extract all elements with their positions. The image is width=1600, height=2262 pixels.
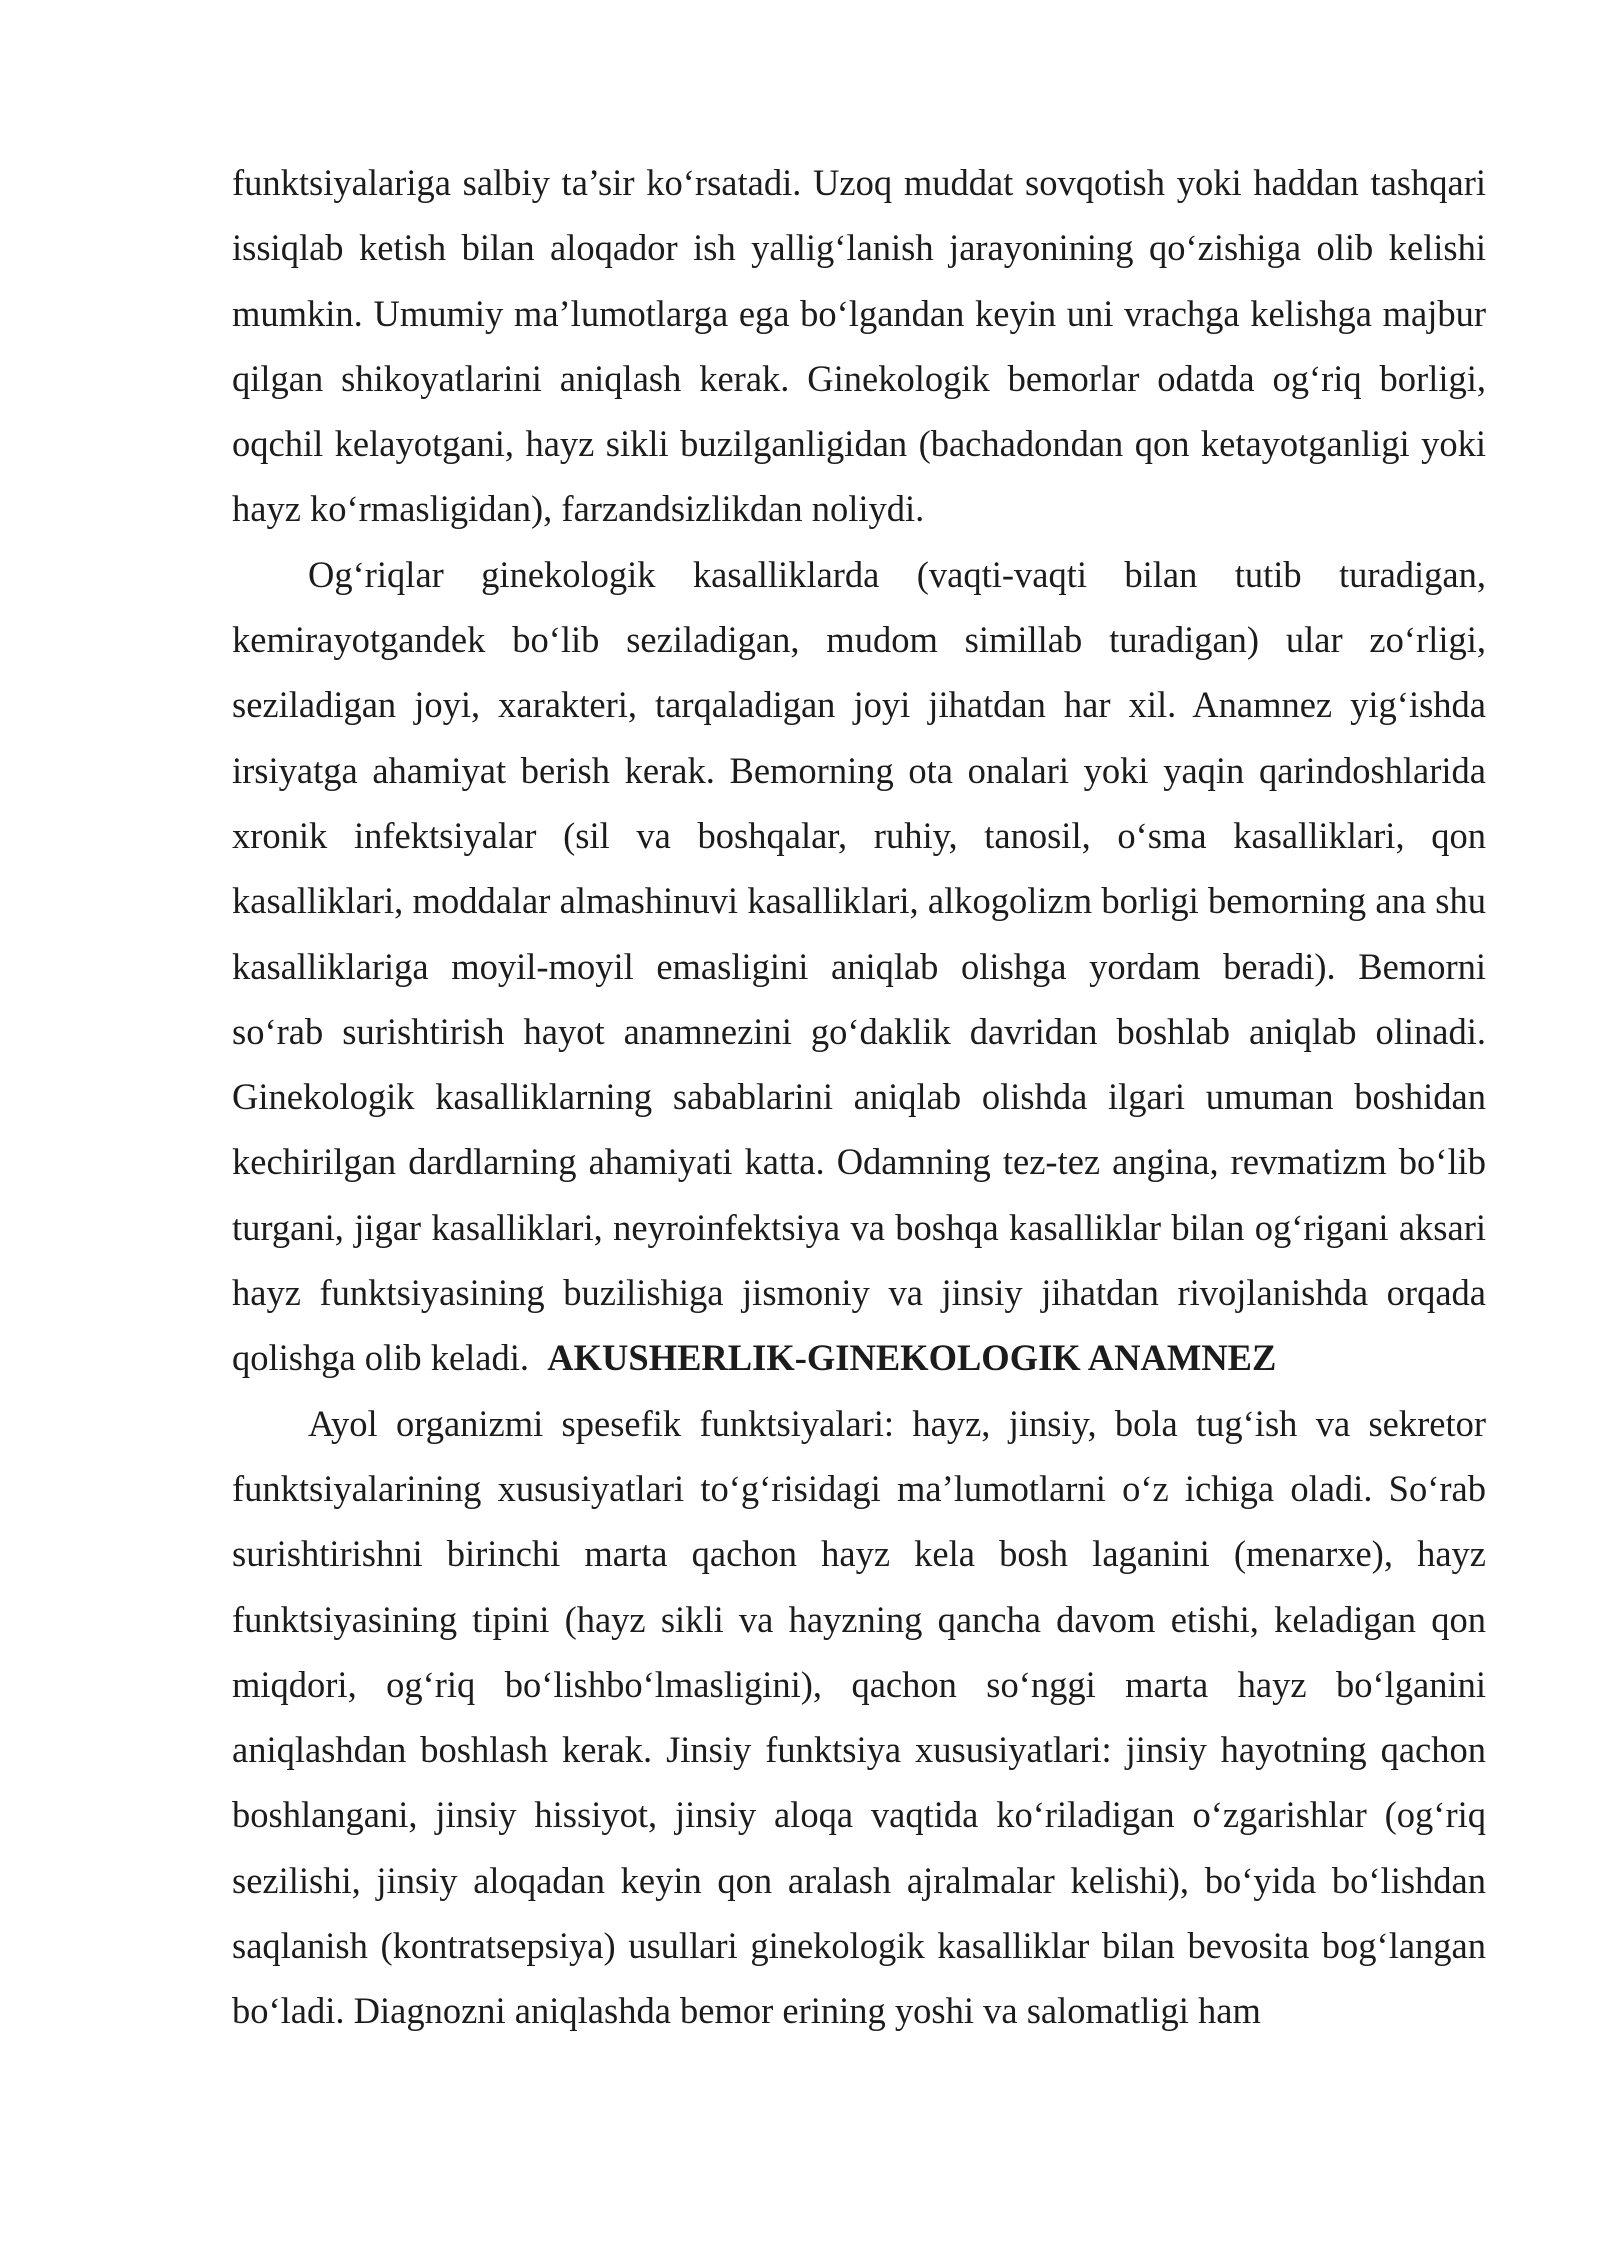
paragraph-pain-anamnesis bbox=[232, 542, 1486, 1391]
paragraph-text: Og‘riqlar ginekologik kasalliklarda (vaqti-vaqti bilan tutib turadigan, kemirayotgandek bo‘lib seziladigan, mudom simillab turadigan) ular zo‘rligi, seziladigan joyi, xarakteri, tarqaladigan joyi jihatdan har xil. Anamnez yig‘ishda irsiyatga ahamiyat berish kerak. Bemorning ota onalari yoki yaqin qarindoshlarida xronik infektsiyalar (sil va boshqalar, ruhiy, tanosil, o‘sma kasalliklari, qon kasalliklari, moddalar almashinuvi kasalliklari, alkogolizm borligi bemorning ana shu kasalliklariga moyil-moyil emasligini aniqlab olishga yordam beradi). Bemorni so‘rab surishtirish hayot anamnezini go‘daklik davridan boshlab aniqlab olinadi. Ginekologik kasalliklarning sabablarini aniqlab olishda ilgari umuman boshidan kechirilgan dardlarning ahamiyati katta. Odamning tez-tez angina, revmatizm bo‘lib turgani, jigar kasalliklari, neyroinfektsiya va boshqa kasalliklar bilan og‘rigani aksari hayz funktsiyasining buzilishiga jismoniy va jinsiy jihatdan rivojlanishda orqada qolishga olib keladi. bbox=[232, 553, 1486, 1379]
section-heading: AKUSHERLIK-GINEKOLOGIK ANAMNEZ bbox=[547, 1337, 1277, 1379]
paragraph-female-functions: Ayol organizmi spesefik funktsiyalari: hayz, jinsiy, bola tug‘ish va sekretor funktsiyalarining xususiyatlari to‘g‘risidagi ma’lumotlarni o‘z ichiga oladi. So‘rab surishtirishni birinchi marta qachon hayz kela bosh laganini (menarxe), hayz funktsiyasining tipini (hayz sikli va hayzning qancha davom etishi, keladigan qon miqdori, og‘riq bo‘lishbo‘lmasligini), qachon so‘nggi marta hayz bo‘lganini aniqlashdan boshlash kerak. Jinsiy funktsiya xususiyatlari: jinsiy hayotning qachon boshlangani, jinsiy hissiyot, jinsiy aloqa vaqtida ko‘riladigan o‘zgarishlar (og‘riq sezilishi, jinsiy aloqadan keyin qon aralash ajralmalar kelishi), bo‘yida bo‘lishdan saqlanish (kontratsepsiya) usullari ginekologik kasalliklar bilan bevosita bog‘langan bo‘ladi. Diagnozni aniqlashda bemor erining yoshi va salomatligi ham bbox=[232, 1402, 1486, 2032]
paragraph-continuation: funktsiyalariga salbiy ta’sir ko‘rsatadi. Uzoq muddat sovqotish yoki haddan tashqari issiqlab ketish bilan aloqador ish yallig‘lanish jarayonining qo‘zishiga olib kelishi mumkin. Umumiy ma’lumotlarga ega bo‘lgandan keyin uni vrachga kelishga majbur qilgan shikoyatlarini aniqlash kerak. Ginekologik bemorlar odatda og‘riq borligi, oqchil kelayotgani, hayz sikli buzilganligidan (bachadondan qon ketayotganligi yoki hayz ko‘rmasligidan), farzandsizlikdan noliydi. bbox=[232, 162, 1486, 530]
document-page bbox=[232, 150, 1486, 2044]
